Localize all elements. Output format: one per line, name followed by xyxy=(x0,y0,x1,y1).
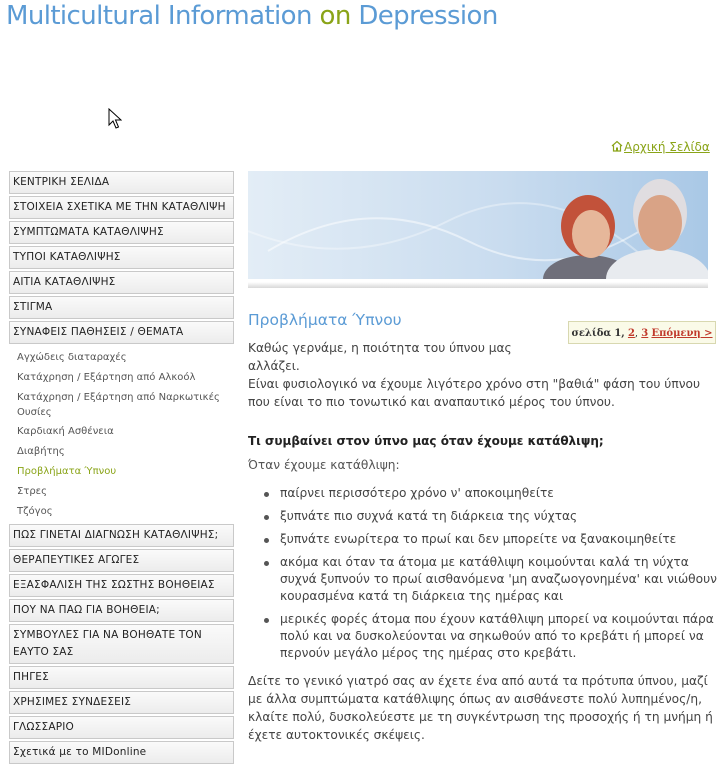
banner-image xyxy=(248,171,708,279)
pager-separator: , xyxy=(634,328,639,339)
site-title xyxy=(6,1,498,31)
nav-item-links[interactable]: ΧΡΗΣΙΜΕΣ ΣΥΝΔΕΣΕΙΣ xyxy=(9,691,234,714)
pager-next[interactable]: Επόμενη > xyxy=(651,328,713,339)
list-item: παίρνει περισσότερο χρόνο ν' αποκοιμηθείτε xyxy=(262,485,718,502)
intro-paragraph xyxy=(248,339,718,411)
site-title-main: Multicultural Information xyxy=(6,1,320,31)
home-link-label: Αρχική Σελίδα xyxy=(624,140,710,154)
pager-page-2[interactable]: 2 xyxy=(627,328,635,339)
sub-item-diabetes[interactable]: Διαβήτης xyxy=(17,446,65,457)
home-link[interactable] xyxy=(611,140,710,154)
sub-item-stress[interactable]: Στρες xyxy=(17,486,47,497)
nav-item-glossary[interactable]: ΓΛΩΣΣΑΡΙΟ xyxy=(9,716,234,739)
sub-item-gambling[interactable]: Τζόγος xyxy=(17,506,53,517)
nav-item-related-conditions[interactable]: ΣΥΝΑΦΕΙΣ ΠΑΘΗΣΕΙΣ / ΘΕΜΑΤΑ xyxy=(9,321,234,344)
banner-divider xyxy=(248,282,708,288)
nav-item-stigma[interactable]: ΣΤΙΓΜΑ xyxy=(9,296,234,319)
page-title: Προβλήματα Ύπνου xyxy=(248,311,402,329)
sub-item-alcohol[interactable]: Κατάχρηση / Εξάρτηση από Αλκοόλ xyxy=(17,372,196,383)
intro-first-sentence: Καθώς γερνάμε, η ποιότητα του ύπνου μας αλλάζει. xyxy=(248,341,512,373)
list-item: ξυπνάτε ενωρίτερα το πρωί και δεν μπορείτε να ξανακοιμηθείτε xyxy=(262,531,718,548)
list-item: ξυπνάτε πιο συχνά κατά τη διάρκεια της νύχτας xyxy=(262,508,718,525)
nav-item-symptoms[interactable]: ΣΥΜΠΤΩΜΑΤΑ ΚΑΤΑΘΛΙΨΗΣ xyxy=(9,221,234,244)
mouse-pointer-icon xyxy=(108,108,122,130)
nav-item-home[interactable]: ΚΕΝΤΡΙΚΗ ΣΕΛΙΔΑ xyxy=(9,171,234,194)
sub-item-anxiety[interactable]: Αγχώδεις διαταραχές xyxy=(17,352,127,363)
sidebar-nav xyxy=(9,171,234,766)
sub-item-heart-disease[interactable]: Καρδιακή Ασθένεια xyxy=(17,426,114,437)
site-title-accent: on xyxy=(319,1,351,31)
nav-item-types[interactable]: ΤΥΠΟΙ ΚΑΤΑΘΛΙΨΗΣ xyxy=(9,246,234,269)
home-icon xyxy=(611,140,623,152)
section-lead: Όταν έχουμε κατάθλιψη: xyxy=(248,458,400,472)
nav-item-where-to-go[interactable]: ΠΟΥ ΝΑ ΠΑΩ ΓΙΑ ΒΟΗΘΕΙΑ; xyxy=(9,599,234,622)
pager-label: σελίδα xyxy=(571,328,612,339)
nav-item-about-midonline[interactable]: Σχετικά με το MIDonline xyxy=(9,741,234,764)
related-conditions-submenu xyxy=(9,346,234,524)
sub-item-drugs[interactable]: Κατάχρηση / Εξάρτηση από Ναρκωτικές Ουσίες xyxy=(17,392,220,418)
list-item: ακόμα και όταν τα άτομα με κατάθλιψη κοιμούνται καλά τη νύχτα συχνά ξυπνούν το πρωί αισθανόμενα 'μη αναζωογονημένα' και νιώθουν κουρασμένα κατά τη διάρκεια της ημέρας και xyxy=(262,554,718,605)
site-title-end: Depression xyxy=(350,1,498,31)
intro-rest: Είναι φυσιολογικό να έχουμε λιγότερο χρόνο στη "βαθιά" φάση του ύπνου που είναι το πιο τονωτικό και αναπαυτικό μέρος του ύπνου. xyxy=(248,377,701,409)
nav-item-getting-help[interactable]: ΕΞΑΣΦΑΛΙΣΗ ΤΗΣ ΣΩΣΤΗΣ ΒΟΗΘΕΙΑΣ xyxy=(9,574,234,597)
nav-item-self-help[interactable]: ΣΥΜΒΟΥΛΕΣ ΓΙΑ ΝΑ ΒΟΗΘΑΤΕ ΤΟΝ ΕΑΥΤΟ ΣΑΣ xyxy=(9,624,234,664)
nav-item-about-depression[interactable]: ΣΤΟΙΧΕΙΑ ΣΧΕΤΙΚΑ ΜΕ ΤΗΝ ΚΑΤΑΘΛΙΨΗ xyxy=(9,196,234,219)
nav-item-sources[interactable]: ΠΗΓΕΣ xyxy=(9,666,234,689)
nav-item-diagnosis[interactable]: ΠΩΣ ΓΙΝΕΤΑΙ ΔΙΑΓΝΩΣΗ ΚΑΤΑΘΛΙΨΗΣ; xyxy=(9,524,234,547)
pager-page-3[interactable]: 3 xyxy=(641,328,649,339)
nav-item-causes[interactable]: ΑΙΤΙΑ ΚΑΤΑΘΛΙΨΗΣ xyxy=(9,271,234,294)
symptom-list xyxy=(248,485,718,662)
nav-item-treatments[interactable]: ΘΕΡΑΠΕΥΤΙΚΕΣ ΑΓΩΓΕΣ xyxy=(9,549,234,572)
sub-item-sleep-problems[interactable]: Προβλήματα Ύπνου xyxy=(17,466,117,477)
section-heading: Τι συμβαίνει στον ύπνο μας όταν έχουμε κατάθλιψη; xyxy=(248,434,604,448)
article-content xyxy=(248,339,718,744)
list-item: μερικές φορές άτομα που έχουν κατάθλιψη μπορεί να κοιμούνται πάρα πολύ και να δυσκολεύονται να σηκωθούν από το κρεβάτι ή μπορεί να περνούν μεγάλο μέρος της ημέρας στο κρεβάτι. xyxy=(262,611,718,662)
closing-paragraph: Δείτε το γενικό γιατρό σας αν έχετε ένα από αυτά τα πρότυπα ύπνου, μαζί με άλλα συμπτώματα κατάθλιψης όπως αν αισθάνεστε πολύ λυπημένος/η, κλαίτε πολύ, δυσκολεύεστε με τη συγκέντρωση της προσοχής ή τη μνήμη ή έχετε αυτοκτονικές σκέψεις. xyxy=(248,674,713,742)
pager-current: 1, xyxy=(614,328,625,339)
